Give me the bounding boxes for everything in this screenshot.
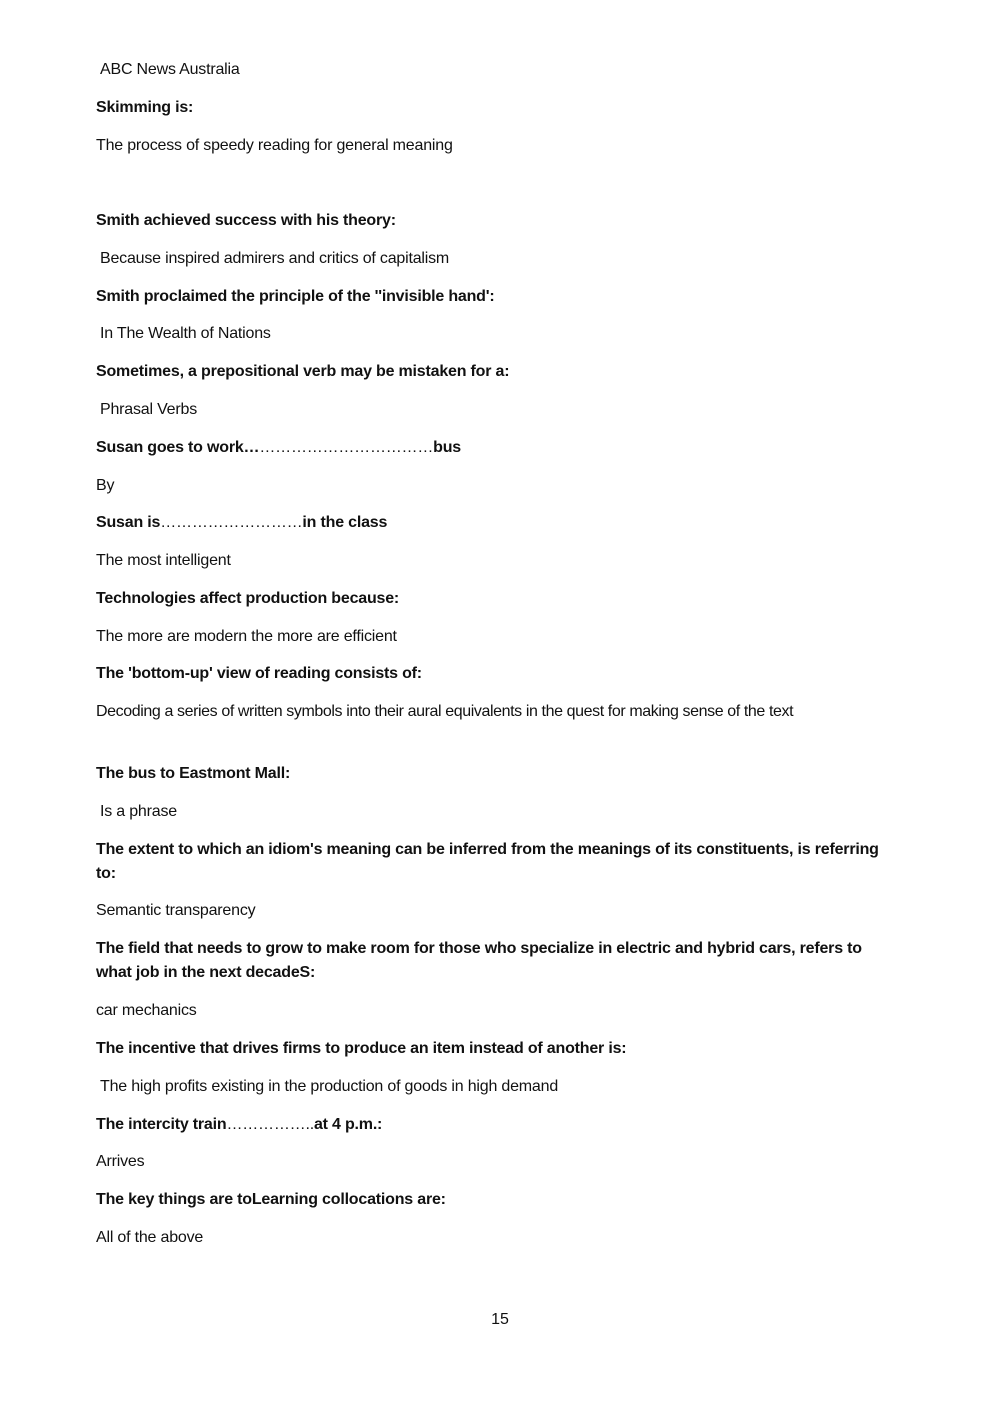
question-text: Technologies affect production because:	[96, 590, 400, 607]
answer-text: Is a phrase	[100, 803, 177, 820]
answer-text: In The Wealth of Nations	[100, 325, 271, 342]
answer-text: Semantic transparency	[96, 902, 256, 919]
blank-dots: ………………………	[160, 514, 303, 531]
question-part: The intercity train	[96, 1116, 227, 1133]
answer-text: The process of speedy reading for general meaning	[96, 137, 453, 154]
answer-text: The more are modern the more are efficient	[96, 628, 397, 645]
question-text: Skimming is:	[96, 99, 194, 116]
question-text	[96, 436, 896, 460]
question-text: Smith proclaimed the principle of the ''invisible hand':	[96, 288, 495, 305]
question-part: bus	[433, 439, 462, 456]
page-number: 15	[491, 1311, 509, 1328]
question-text: The extent to which an idiom's meaning can be inferred from the meanings of its constituents, is referring to:	[96, 841, 879, 882]
question-text: The 'bottom-up' view of reading consists of:	[96, 665, 422, 682]
answer-text: Phrasal Verbs	[100, 401, 198, 418]
answer-text: All of the above	[96, 1229, 204, 1246]
answer-text: ABC News Australia	[100, 61, 240, 78]
answer-text: The most intelligent	[96, 552, 231, 569]
question-text: The bus to Eastmont Mall:	[96, 765, 291, 782]
question-part: at 4 p.m.:	[313, 1116, 383, 1133]
answer-text: By	[96, 477, 115, 494]
question-part: Susan goes to work…	[96, 439, 260, 456]
blank-dots: ……………..	[226, 1116, 314, 1133]
question-text	[96, 511, 896, 535]
answer-text: Arrives	[96, 1153, 145, 1170]
question-part: Susan is	[96, 514, 161, 531]
question-text: The incentive that drives firms to produce an item instead of another is:	[96, 1040, 627, 1057]
question-text: Smith achieved success with his theory:	[96, 212, 396, 229]
answer-text: Because inspired admirers and critics of capitalism	[100, 250, 450, 267]
question-text: The key things are toLearning collocations are:	[96, 1191, 446, 1208]
question-text	[96, 1113, 896, 1137]
question-text: Sometimes, a prepositional verb may be mistaken for a:	[96, 363, 510, 380]
question-text: The field that needs to grow to make room for those who specialize in electric and hybrid cars, refers to what job in the next decadeS:	[96, 940, 862, 981]
question-part: in the class	[302, 514, 388, 531]
blank-dots: ……………………………	[259, 439, 434, 456]
answer-text: The high profits existing in the production of goods in high demand	[100, 1078, 559, 1095]
answer-text: car mechanics	[96, 1002, 197, 1019]
answer-text: Decoding a series of written symbols into their aural equivalents in the quest for making sense of the text	[96, 703, 794, 720]
